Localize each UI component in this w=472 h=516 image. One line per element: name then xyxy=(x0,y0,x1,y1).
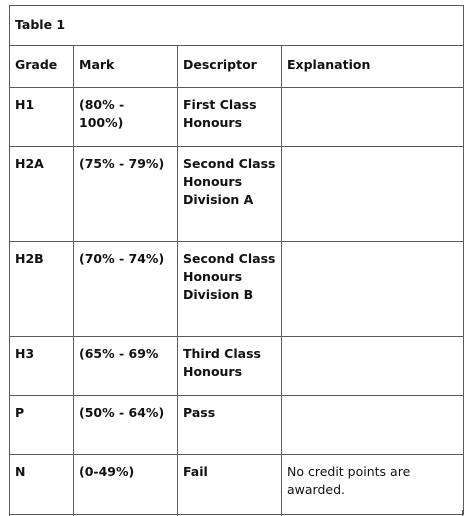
explanation-cell xyxy=(282,88,464,147)
grade-cell: H2B xyxy=(10,242,74,337)
column-divider xyxy=(177,510,178,516)
mark-cell: (0-49%) xyxy=(74,455,178,515)
descriptor-cell: Third Class Honours xyxy=(178,337,282,396)
descriptor-cell: Pass xyxy=(178,396,282,455)
table-row xyxy=(10,242,464,337)
mark-cell: (65% - 69% xyxy=(74,337,178,396)
mark-cell: (75% - 79%) xyxy=(74,147,178,242)
descriptor-cell: Second Class Honours Division B xyxy=(178,242,282,337)
column-header-mark: Mark xyxy=(74,46,178,88)
grade-cell: N xyxy=(10,455,74,515)
descriptor-cell: Second Class Honours Division A xyxy=(178,147,282,242)
table-row xyxy=(10,337,464,396)
table-caption-row xyxy=(10,6,464,46)
table-row xyxy=(10,455,464,515)
grade-cell: P xyxy=(10,396,74,455)
grade-cell: H3 xyxy=(10,337,74,396)
column-divider xyxy=(281,510,282,516)
explanation-cell xyxy=(282,337,464,396)
grade-cell: H1 xyxy=(10,88,74,147)
mark-cell: (50% - 64%) xyxy=(74,396,178,455)
column-header-explanation: Explanation xyxy=(282,46,464,88)
table-row xyxy=(10,396,464,455)
table-row xyxy=(10,88,464,147)
column-header-descriptor: Descriptor xyxy=(178,46,282,88)
explanation-cell xyxy=(282,396,464,455)
column-header-grade: Grade xyxy=(10,46,74,88)
column-divider xyxy=(73,510,74,516)
grade-cell: H2A xyxy=(10,147,74,242)
mark-cell: (80% - 100%) xyxy=(74,88,178,147)
table-continuation xyxy=(9,510,463,516)
grades-table xyxy=(9,5,464,515)
descriptor-cell: First Class Honours xyxy=(178,88,282,147)
descriptor-cell: Fail xyxy=(178,455,282,515)
table-caption: Table 1 xyxy=(10,6,464,46)
explanation-cell xyxy=(282,242,464,337)
table-row xyxy=(10,147,464,242)
explanation-cell: No credit points are awarded. xyxy=(282,455,464,515)
table-header-row xyxy=(10,46,464,88)
mark-cell: (70% - 74%) xyxy=(74,242,178,337)
explanation-cell xyxy=(282,147,464,242)
